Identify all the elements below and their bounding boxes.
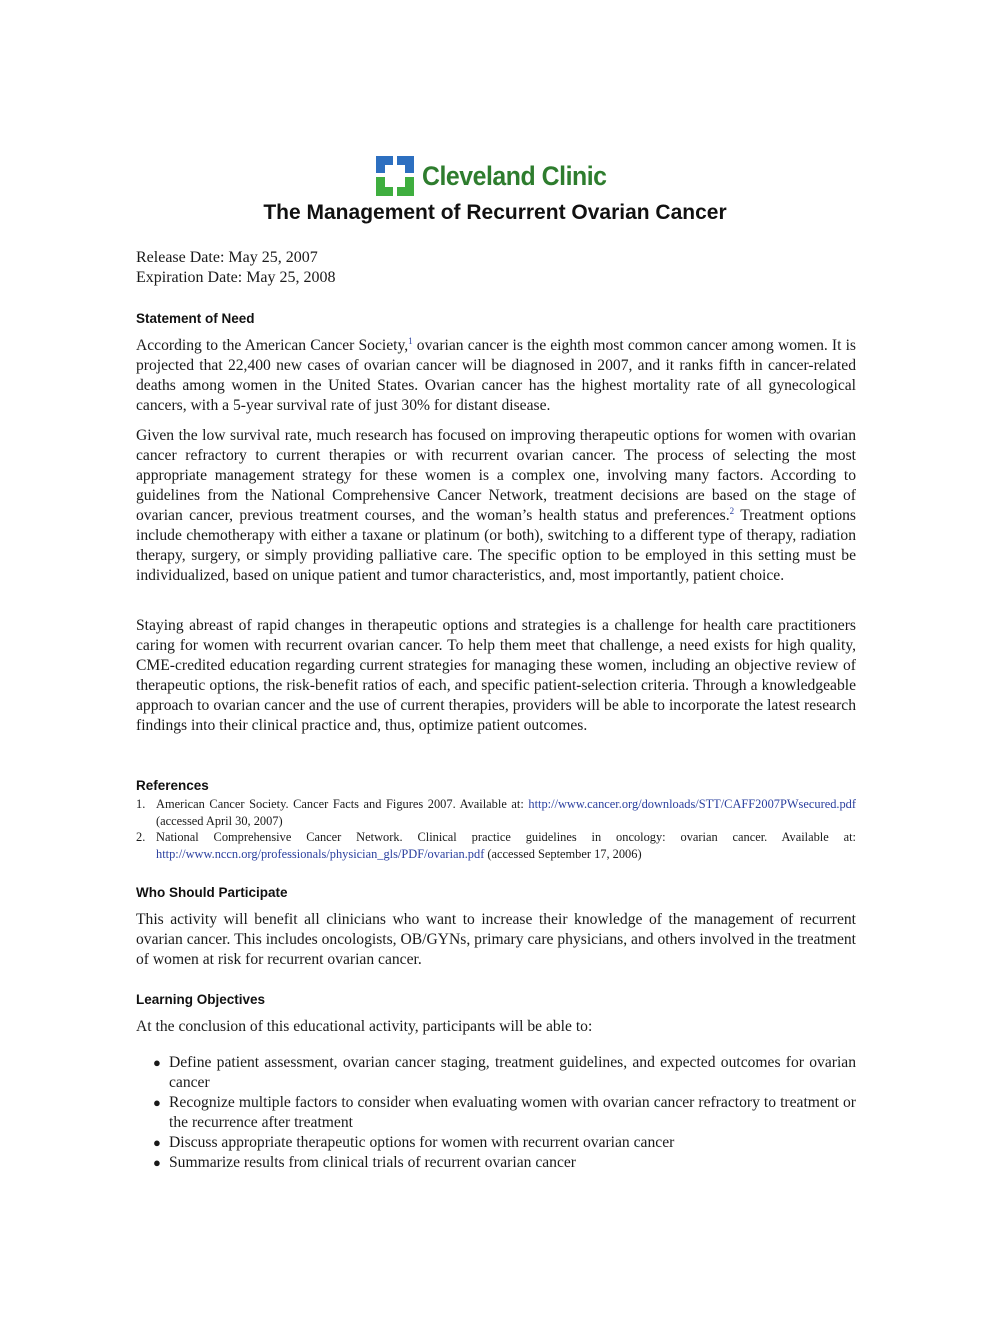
list-item: ● Discuss appropriate therapeutic options for women with recurrent ovarian cancer	[153, 1134, 675, 1151]
bullet-icon: ●	[153, 1155, 161, 1170]
logo-text: Cleveland Clinic	[422, 160, 607, 191]
participate-heading: Who Should Participate	[136, 885, 288, 900]
statement-heading: Statement of Need	[136, 311, 255, 326]
dates-block	[136, 248, 336, 288]
bullet-icon: ●	[153, 1095, 161, 1110]
list-item: ● Recognize multiple factors to consider when evaluating women with ovarian cancer refractory to treatment or the recurrence after treatment	[153, 1094, 856, 1131]
release-date: Release Date: May 25, 2007	[136, 249, 318, 266]
objectives-intro: At the conclusion of this educational activity, participants will be able to:	[136, 1018, 593, 1035]
reference-link[interactable]: http://www.nccn.org/professionals/physician_gls/PDF/ovarian.pdf	[156, 846, 485, 861]
bullet-icon: ●	[153, 1135, 161, 1150]
participate-paragraph: This activity will benefit all clinicians who want to increase their knowledge of the management of recurrent ovarian cancer. This includes oncologists, OB/GYNs, primary care physicians, and others involved in the treatment of women at risk for recurrent ovarian cancer.	[136, 911, 856, 968]
statement-paragraph-3: Staying abreast of rapid changes in therapeutic options and strategies is a challenge for health care practitioners caring for women with recurrent ovarian cancer. To help them meet that challenge, a need exists for high quality, CME-credited education regarding current strategies for managing these women, including an objective review of therapeutic options, the risk-benefit ratios of each, and specific patient-selection criteria. Through a knowledgeable approach to ovarian cancer and the use of current therapies, providers will be able to incorporate the latest research findings into their clinical practice and, thus, optimize patient outcomes.	[136, 617, 856, 734]
bullet-icon: ●	[153, 1055, 161, 1070]
objectives-heading: Learning Objectives	[136, 992, 266, 1007]
reference-item: 2. National Comprehensive Cancer Network. Clinical practice guidelines in oncology: ovarian cancer. Available at: http://www.nccn.org/professionals/physician_gls/PDF/ovarian.pdf (accessed September 17, 2006)	[136, 830, 856, 861]
footnote-ref-1[interactable]: 1	[408, 335, 413, 346]
references-heading: References	[136, 778, 209, 793]
footnote-ref-2[interactable]: 2	[729, 505, 735, 516]
statement-paragraph-2: Given the low survival rate, much research has focused on improving therapeutic options for women with ovarian cancer refractory to current therapies or with recurrent ovarian cancer. The process of selecting the most appropriate management strategy for these women is a complex one, involving many factors. According to guidelines from the National Comprehensive Cancer Network, treatment decisions are based on the stage of ovarian cancer, previous treatment courses, and the woman’s health status and preferences.$^2$ Treatment options include chemotherapy with either a taxane or platinum (or both), switching to a different type of therapy, radiation therapy, surgery, or simply providing palliative care. The specific option to be employed in this setting must be individualized, based on unique patient and tumor characteristics, and, most importantly, patient choice.	[136, 427, 856, 584]
references-list	[136, 796, 856, 862]
objectives-list	[136, 1053, 856, 1173]
page-title: The Management of Recurrent Ovarian Cancer	[263, 201, 727, 224]
expiration-date: Expiration Date: May 25, 2008	[136, 269, 336, 286]
statement-paragraph-1: According to the American Cancer Society,$^1$ ovarian cancer is the eighth most common cancer among women. It is projected that 22,400 new cases of ovarian cancer will be diagnosed in 2007, and it ranks fifth in cancer-related deaths among women in the United States. Ovarian cancer has the highest mortality rate of all gynecological cancers, with a 5-year survival rate of just 30% for distant disease.	[136, 335, 856, 414]
list-item: ● Define patient assessment, ovarian cancer staging, treatment guidelines, and expected outcomes for ovarian cancer	[153, 1054, 856, 1091]
reference-link[interactable]: http://www.cancer.org/downloads/STT/CAFF2007PWsecured.pdf	[528, 797, 856, 811]
cleveland-clinic-cross-icon	[376, 156, 414, 196]
cleveland-clinic-logo	[376, 156, 623, 196]
list-item: ● Summarize results from clinical trials of recurrent ovarian cancer	[153, 1154, 576, 1171]
reference-item: 1. American Cancer Society. Cancer Facts and Figures 2007. Available at: http://www.cancer.org/downloads/STT/CAFF2007PWsecured.pdf (accessed April 30, 2007)	[136, 797, 856, 828]
